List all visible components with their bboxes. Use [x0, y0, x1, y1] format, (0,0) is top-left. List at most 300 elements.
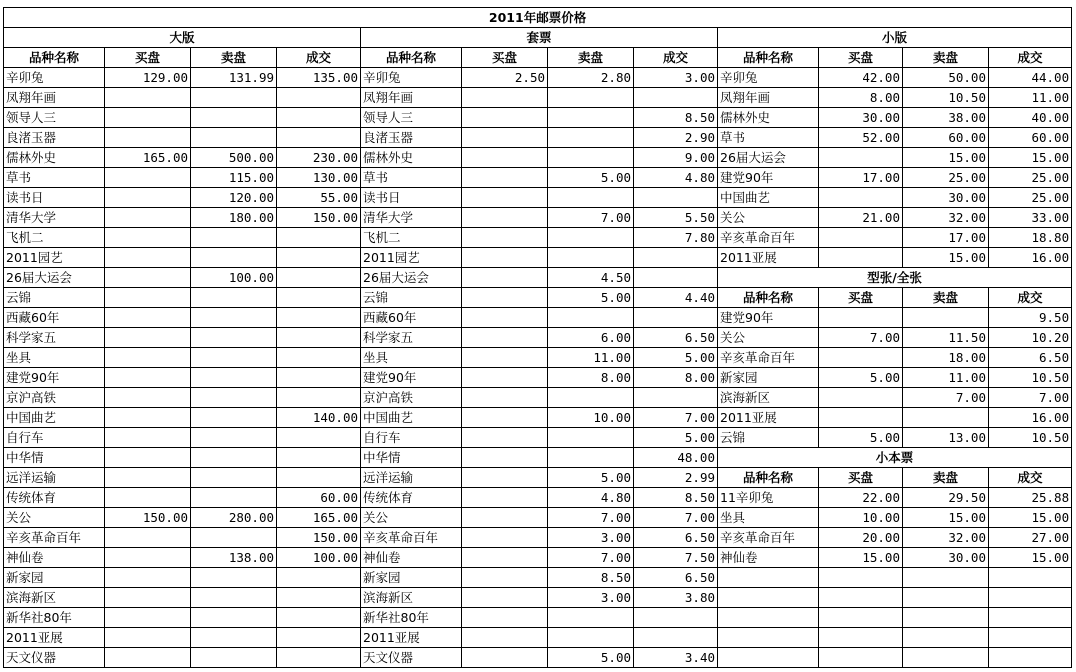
- set-cell: 云锦: [361, 288, 462, 308]
- set-cell: [462, 548, 548, 568]
- set-cell: [462, 328, 548, 348]
- header-row: [4, 48, 1072, 68]
- large-cell: [277, 288, 361, 308]
- set-cell: 26届大运会: [361, 268, 462, 288]
- set-cell: 6.50: [634, 528, 718, 548]
- sheetlet-cell: 关公: [718, 328, 819, 348]
- small-cell: 18.80: [989, 228, 1072, 248]
- sheetlet-cell: 10.20: [989, 328, 1072, 348]
- section-set: 套票: [361, 28, 718, 48]
- table-row: [4, 568, 1072, 588]
- set-cell: 5.00: [548, 288, 634, 308]
- empty-cell: [989, 588, 1072, 608]
- empty-cell: [718, 628, 819, 648]
- sheetlet-cell: 云锦: [718, 428, 819, 448]
- column-header: 品种名称: [4, 48, 105, 68]
- large-cell: 中华情: [4, 448, 105, 468]
- sheetlet-cell: 辛亥革命百年: [718, 348, 819, 368]
- large-cell: 120.00: [191, 188, 277, 208]
- column-header: 卖盘: [903, 48, 989, 68]
- small-cell: 17.00: [819, 168, 903, 188]
- table-row: [4, 268, 1072, 288]
- sheet-title: 2011年邮票价格: [4, 8, 1072, 28]
- large-cell: 2011园艺: [4, 248, 105, 268]
- small-cell: 草书: [718, 128, 819, 148]
- price-sheet: [3, 7, 1072, 668]
- large-cell: 飞机二: [4, 228, 105, 248]
- column-header: 卖盘: [903, 288, 989, 308]
- table-row: [4, 348, 1072, 368]
- small-cell: [819, 228, 903, 248]
- large-cell: [105, 408, 191, 428]
- large-cell: [277, 468, 361, 488]
- large-cell: 领导人三: [4, 108, 105, 128]
- large-cell: 凤翔年画: [4, 88, 105, 108]
- table-row: [4, 648, 1072, 668]
- large-cell: [191, 628, 277, 648]
- set-cell: [634, 308, 718, 328]
- set-cell: 6.00: [548, 328, 634, 348]
- set-cell: [462, 108, 548, 128]
- small-cell: 60.00: [903, 128, 989, 148]
- booklet-cell: 32.00: [903, 528, 989, 548]
- large-cell: 科学家五: [4, 328, 105, 348]
- set-cell: 关公: [361, 508, 462, 528]
- column-header: 买盘: [819, 468, 903, 488]
- large-cell: 2011亚展: [4, 628, 105, 648]
- small-cell: 10.50: [903, 88, 989, 108]
- sheetlet-cell: 18.00: [903, 348, 989, 368]
- sheetlet-cell: [819, 308, 903, 328]
- set-cell: 5.00: [634, 348, 718, 368]
- sheetlet-cell: 11.50: [903, 328, 989, 348]
- large-cell: [277, 628, 361, 648]
- large-cell: [105, 648, 191, 668]
- set-cell: 7.00: [548, 548, 634, 568]
- set-cell: [548, 428, 634, 448]
- booklet-cell: 15.00: [903, 508, 989, 528]
- set-cell: [462, 248, 548, 268]
- booklet-cell: 30.00: [903, 548, 989, 568]
- column-header: 成交: [989, 48, 1072, 68]
- large-cell: [277, 268, 361, 288]
- large-cell: 中国曲艺: [4, 408, 105, 428]
- section-large: 大版: [4, 28, 361, 48]
- set-cell: 读书日: [361, 188, 462, 208]
- large-cell: 60.00: [277, 488, 361, 508]
- table-row: [4, 368, 1072, 388]
- sheet-body: [4, 8, 1072, 668]
- set-cell: 西藏60年: [361, 308, 462, 328]
- large-cell: [105, 388, 191, 408]
- table-row: [4, 528, 1072, 548]
- set-cell: [548, 388, 634, 408]
- sheetlet-cell: 7.00: [819, 328, 903, 348]
- table-row: [4, 628, 1072, 648]
- large-cell: 读书日: [4, 188, 105, 208]
- set-cell: [634, 268, 718, 288]
- set-cell: 6.50: [634, 568, 718, 588]
- large-cell: 129.00: [105, 68, 191, 88]
- table-row: [4, 448, 1072, 468]
- set-cell: [462, 508, 548, 528]
- small-cell: 44.00: [989, 68, 1072, 88]
- column-header: 品种名称: [718, 48, 819, 68]
- small-cell: 25.00: [989, 168, 1072, 188]
- sheetlet-cell: 建党90年: [718, 308, 819, 328]
- large-cell: 草书: [4, 168, 105, 188]
- large-cell: 新华社80年: [4, 608, 105, 628]
- set-cell: 凤翔年画: [361, 88, 462, 108]
- set-cell: 辛卯兔: [361, 68, 462, 88]
- large-cell: 135.00: [277, 68, 361, 88]
- set-cell: [548, 88, 634, 108]
- booklet-cell: 22.00: [819, 488, 903, 508]
- set-cell: 7.00: [634, 508, 718, 528]
- small-cell: 25.00: [903, 168, 989, 188]
- set-cell: [462, 368, 548, 388]
- set-cell: 7.80: [634, 228, 718, 248]
- column-header: 买盘: [105, 48, 191, 68]
- booklet-cell: 15.00: [989, 508, 1072, 528]
- table-row: [4, 288, 1072, 308]
- large-cell: 清华大学: [4, 208, 105, 228]
- large-cell: [277, 608, 361, 628]
- sheetlet-cell: [903, 308, 989, 328]
- large-cell: 55.00: [277, 188, 361, 208]
- set-cell: [462, 268, 548, 288]
- set-cell: 8.00: [634, 368, 718, 388]
- large-cell: [277, 308, 361, 328]
- large-cell: 辛亥革命百年: [4, 528, 105, 548]
- large-cell: [191, 248, 277, 268]
- large-cell: [191, 388, 277, 408]
- large-cell: [105, 328, 191, 348]
- table-row: [4, 148, 1072, 168]
- small-cell: 30.00: [819, 108, 903, 128]
- large-cell: [191, 108, 277, 128]
- table-row: [4, 428, 1072, 448]
- set-cell: 3.00: [548, 588, 634, 608]
- set-cell: [462, 428, 548, 448]
- set-cell: 7.00: [634, 408, 718, 428]
- set-cell: 4.80: [634, 168, 718, 188]
- large-cell: [191, 488, 277, 508]
- empty-cell: [903, 588, 989, 608]
- set-cell: [462, 88, 548, 108]
- large-cell: [105, 368, 191, 388]
- booklet-cell: 15.00: [819, 548, 903, 568]
- large-cell: [277, 388, 361, 408]
- large-cell: [191, 348, 277, 368]
- large-cell: 辛卯兔: [4, 68, 105, 88]
- set-cell: 8.50: [634, 488, 718, 508]
- large-cell: [277, 568, 361, 588]
- small-cell: 16.00: [989, 248, 1072, 268]
- large-cell: 100.00: [277, 548, 361, 568]
- section-row: [4, 28, 1072, 48]
- column-header: 品种名称: [718, 468, 819, 488]
- set-cell: [462, 468, 548, 488]
- large-cell: [105, 188, 191, 208]
- large-cell: 儒林外史: [4, 148, 105, 168]
- sheetlet-cell: 10.50: [989, 428, 1072, 448]
- table-row: [4, 328, 1072, 348]
- large-cell: [277, 228, 361, 248]
- set-cell: 8.00: [548, 368, 634, 388]
- table-row: [4, 308, 1072, 328]
- small-cell: 15.00: [989, 148, 1072, 168]
- set-cell: [462, 228, 548, 248]
- empty-cell: [903, 608, 989, 628]
- large-cell: 230.00: [277, 148, 361, 168]
- set-cell: 48.00: [634, 448, 718, 468]
- large-cell: [105, 628, 191, 648]
- large-cell: [191, 288, 277, 308]
- set-cell: 清华大学: [361, 208, 462, 228]
- small-cell: 42.00: [819, 68, 903, 88]
- empty-cell: [718, 648, 819, 668]
- large-cell: 150.00: [277, 208, 361, 228]
- large-cell: 京沪高铁: [4, 388, 105, 408]
- set-cell: [462, 348, 548, 368]
- set-cell: [462, 308, 548, 328]
- large-cell: 滨海新区: [4, 588, 105, 608]
- small-cell: 辛亥革命百年: [718, 228, 819, 248]
- sheetlet-cell: [903, 408, 989, 428]
- table-row: [4, 248, 1072, 268]
- section-small: 小版: [718, 28, 1072, 48]
- set-cell: [548, 248, 634, 268]
- set-cell: 7.00: [548, 208, 634, 228]
- set-cell: [634, 188, 718, 208]
- large-cell: [105, 228, 191, 248]
- large-cell: [105, 428, 191, 448]
- set-cell: 5.00: [548, 168, 634, 188]
- large-cell: 115.00: [191, 168, 277, 188]
- sheetlet-cell: 滨海新区: [718, 388, 819, 408]
- small-cell: 32.00: [903, 208, 989, 228]
- large-cell: [105, 128, 191, 148]
- set-cell: 飞机二: [361, 228, 462, 248]
- set-cell: 9.00: [634, 148, 718, 168]
- large-cell: 100.00: [191, 268, 277, 288]
- large-cell: [105, 308, 191, 328]
- large-cell: [191, 368, 277, 388]
- large-cell: [105, 208, 191, 228]
- sheetlet-cell: 9.50: [989, 308, 1072, 328]
- set-cell: 4.50: [548, 268, 634, 288]
- sheetlet-cell: 7.00: [989, 388, 1072, 408]
- sheetlet-cell: [819, 408, 903, 428]
- title-row: [4, 8, 1072, 28]
- large-cell: 坐具: [4, 348, 105, 368]
- large-cell: 150.00: [105, 508, 191, 528]
- set-cell: [548, 228, 634, 248]
- large-cell: 138.00: [191, 548, 277, 568]
- set-cell: 4.40: [634, 288, 718, 308]
- small-cell: [819, 248, 903, 268]
- large-cell: [277, 588, 361, 608]
- set-cell: [462, 188, 548, 208]
- small-cell: 儒林外史: [718, 108, 819, 128]
- set-cell: [462, 148, 548, 168]
- set-cell: 5.00: [548, 468, 634, 488]
- set-cell: 2.99: [634, 468, 718, 488]
- large-cell: [105, 88, 191, 108]
- set-cell: [462, 608, 548, 628]
- small-cell: 11.00: [989, 88, 1072, 108]
- set-cell: [462, 448, 548, 468]
- table-row: [4, 548, 1072, 568]
- large-cell: 130.00: [277, 168, 361, 188]
- large-cell: [105, 288, 191, 308]
- large-cell: [191, 308, 277, 328]
- large-cell: [105, 268, 191, 288]
- large-cell: 远洋运输: [4, 468, 105, 488]
- small-cell: 2011亚展: [718, 248, 819, 268]
- sheetlet-cell: 11.00: [903, 368, 989, 388]
- small-cell: 21.00: [819, 208, 903, 228]
- table-row: [4, 508, 1072, 528]
- small-cell: 17.00: [903, 228, 989, 248]
- set-cell: [548, 608, 634, 628]
- large-cell: [277, 128, 361, 148]
- set-cell: [462, 588, 548, 608]
- table-row: [4, 68, 1072, 88]
- large-cell: 150.00: [277, 528, 361, 548]
- large-cell: 140.00: [277, 408, 361, 428]
- small-cell: 中国曲艺: [718, 188, 819, 208]
- small-cell: [819, 188, 903, 208]
- large-cell: [277, 348, 361, 368]
- sheetlet-cell: 2011亚展: [718, 408, 819, 428]
- empty-cell: [903, 568, 989, 588]
- small-cell: 建党90年: [718, 168, 819, 188]
- small-cell: [819, 148, 903, 168]
- large-cell: 280.00: [191, 508, 277, 528]
- large-cell: [191, 128, 277, 148]
- booklet-cell: 25.88: [989, 488, 1072, 508]
- large-cell: 新家园: [4, 568, 105, 588]
- set-cell: [462, 168, 548, 188]
- sheetlet-cell: 5.00: [819, 428, 903, 448]
- large-cell: 天文仪器: [4, 648, 105, 668]
- column-header: 买盘: [819, 48, 903, 68]
- set-cell: 10.00: [548, 408, 634, 428]
- sheetlet-cell: 7.00: [903, 388, 989, 408]
- large-cell: [105, 108, 191, 128]
- table-row: [4, 388, 1072, 408]
- empty-cell: [989, 648, 1072, 668]
- small-cell: 15.00: [903, 148, 989, 168]
- set-cell: 4.80: [548, 488, 634, 508]
- set-cell: [548, 628, 634, 648]
- sheetlet-cell: 10.50: [989, 368, 1072, 388]
- set-cell: [462, 568, 548, 588]
- table-row: [4, 88, 1072, 108]
- table-row: [4, 608, 1072, 628]
- large-cell: 云锦: [4, 288, 105, 308]
- set-cell: 远洋运输: [361, 468, 462, 488]
- small-cell: 33.00: [989, 208, 1072, 228]
- set-cell: 京沪高铁: [361, 388, 462, 408]
- large-cell: [277, 368, 361, 388]
- large-cell: [105, 348, 191, 368]
- large-cell: 165.00: [105, 148, 191, 168]
- set-cell: 中国曲艺: [361, 408, 462, 428]
- large-cell: 西藏60年: [4, 308, 105, 328]
- set-cell: 良渚玉器: [361, 128, 462, 148]
- set-cell: 2.90: [634, 128, 718, 148]
- large-cell: [277, 328, 361, 348]
- set-cell: 草书: [361, 168, 462, 188]
- set-cell: [462, 628, 548, 648]
- small-cell: 辛卯兔: [718, 68, 819, 88]
- booklet-cell: 辛亥革命百年: [718, 528, 819, 548]
- sheetlet-cell: 5.00: [819, 368, 903, 388]
- set-cell: [634, 628, 718, 648]
- set-cell: 11.00: [548, 348, 634, 368]
- large-cell: [277, 428, 361, 448]
- section-booklet: 小本票: [718, 448, 1072, 468]
- large-cell: [105, 528, 191, 548]
- set-cell: [462, 128, 548, 148]
- empty-cell: [819, 588, 903, 608]
- set-cell: [634, 88, 718, 108]
- set-cell: 辛亥革命百年: [361, 528, 462, 548]
- large-cell: [277, 108, 361, 128]
- set-cell: [548, 448, 634, 468]
- large-cell: [191, 328, 277, 348]
- large-cell: [277, 248, 361, 268]
- empty-cell: [718, 568, 819, 588]
- empty-cell: [989, 568, 1072, 588]
- large-cell: [191, 228, 277, 248]
- table-row: [4, 108, 1072, 128]
- large-cell: [105, 448, 191, 468]
- set-cell: [548, 108, 634, 128]
- large-cell: [191, 88, 277, 108]
- set-cell: [548, 148, 634, 168]
- set-cell: 2.80: [548, 68, 634, 88]
- column-header: 成交: [634, 48, 718, 68]
- large-cell: [105, 548, 191, 568]
- set-cell: [634, 608, 718, 628]
- set-cell: 中华情: [361, 448, 462, 468]
- large-cell: [105, 468, 191, 488]
- set-cell: 2011园艺: [361, 248, 462, 268]
- set-cell: [548, 308, 634, 328]
- table-row: [4, 208, 1072, 228]
- set-cell: 天文仪器: [361, 648, 462, 668]
- small-cell: 凤翔年画: [718, 88, 819, 108]
- large-cell: [191, 428, 277, 448]
- large-cell: [277, 448, 361, 468]
- table-row: [4, 188, 1072, 208]
- empty-cell: [903, 628, 989, 648]
- empty-cell: [989, 608, 1072, 628]
- section-sheetlet: 型张/全张: [718, 268, 1072, 288]
- booklet-cell: 20.00: [819, 528, 903, 548]
- set-cell: 儒林外史: [361, 148, 462, 168]
- set-cell: 8.50: [548, 568, 634, 588]
- set-cell: [548, 188, 634, 208]
- small-cell: 40.00: [989, 108, 1072, 128]
- large-cell: [105, 488, 191, 508]
- table-row: [4, 408, 1072, 428]
- set-cell: 2011亚展: [361, 628, 462, 648]
